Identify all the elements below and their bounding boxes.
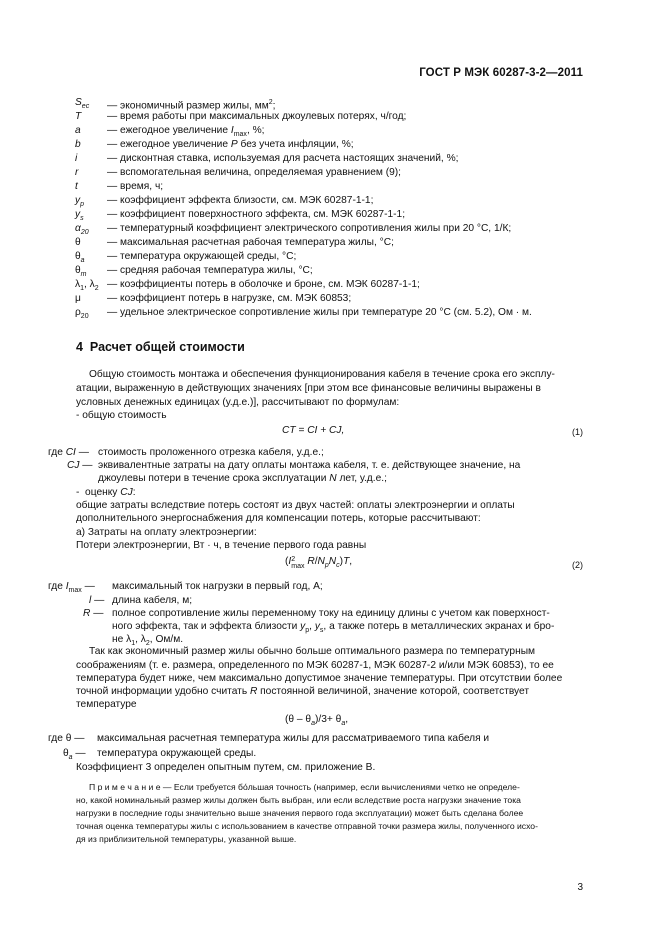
symbol-theta-m: $\theta_m$ [75,265,87,279]
symbol-theta-m-desc: — средняя рабочая температура жилы, °С; [107,265,313,276]
symbol-rho20: $\rho_{20}$ [75,307,89,321]
note-line: нагрузки в последние годы значительно выше значения первого года эксплуатации) может быть сделана более [76,808,524,818]
paragraph-line: условных денежных единицах (у.д.е.)], рассчитывают по формулам: [76,397,400,408]
where-r-line: полное сопротивление жилы переменному току на единицу длины с учетом как поверхност- [112,608,550,619]
symbol-theta-a: $\theta_a$ [75,251,85,265]
where-l-text: длина кабеля, м; [112,595,193,606]
equation-2-number: (2) [572,560,583,570]
symbol-t-cap-desc: — время работы при максимальных джоулевых потерях, ч/год; [107,111,407,122]
symbol-sec: $S_{ec}$ [75,97,90,111]
list-item-a: а) Затраты на оплату электроэнергии: [76,527,257,538]
symbol-yp: $y_p$ [75,195,84,209]
where-theta-text: максимальная расчетная температура жилы для рассматриваемого типа кабеля и [97,733,490,744]
section-heading [76,340,245,354]
paragraph-line: общие затраты вследствие потерь состоят из двух частей: оплаты электроэнергии и оплаты [76,500,515,511]
symbol-i-desc: — дисконтная ставка, используемая для расчета настоящих значений, %; [107,153,459,164]
where-r-symbol: R — [83,608,104,619]
paragraph-line: дополнительного энергоснабжения для компенсации потерь, которые рассчитывают: [76,513,481,524]
where-ci-symbol: где CI — [48,447,89,458]
symbol-theta-desc: — максимальная расчетная рабочая температура жилы, °С; [107,237,394,248]
equation-2: (I 2 max $R/N_pN_c)T$, [285,556,353,570]
equation-1-number: (1) [572,427,583,437]
paragraph-line: температура будет ниже, чем максимально допустимое значение температуры. При отсутствии более [76,673,563,684]
symbol-b: b [75,139,81,150]
list-item-total: - общую стоимость [76,410,167,421]
standard-header: ГОСТ Р МЭК 60287-3-2—2011 [419,67,583,79]
where-l-symbol: l — [89,595,105,606]
paragraph-line: Общую стоимость монтажа и обеспечения функционирования кабеля в течение срока его эксплу- [89,369,555,380]
symbol-a-desc: — ежегодное увеличение $I_{max}$, %; [107,125,265,139]
page-number: 3 [577,882,583,893]
symbol-r-desc: — вспомогательная величина, определяемая уравнением (9); [107,167,401,178]
paragraph-line: Коэффициент 3 определен опытным путем, см. приложение В. [76,762,376,773]
symbol-alpha20-desc: — температурный коэффициент электрического сопротивления жилы при 20 °С, 1/К; [107,223,512,234]
symbol-alpha20: $\alpha_{20}$ [75,223,89,237]
note-line: П р и м е ч а н и е — Если требуется бо́льшая точность (например, если вычислениями четко не определе- [89,782,520,792]
where-r-line: не $\lambda_1$, $\lambda_2$, Ом/м. [112,634,184,648]
list-item-cj: - оценку CJ: [76,487,136,498]
symbol-lambda: $\lambda_1$, $\lambda_2$ [75,279,99,293]
symbol-lambda-desc: — коэффициенты потерь в оболочке и броне, см. МЭК 60287-1-1; [107,279,420,290]
symbol-b-desc: — ежегодное увеличение P без учета инфляции, %; [107,139,354,150]
paragraph-line: Потери электроэнергии, Вт · ч, в течение первого года равны [76,540,367,551]
where-r-line: ного эффекта, так и эффекта близости $y_p$, $y_s$, а также потерь в металлических экранах и бро- [112,621,555,635]
equation-1: CT = CI + CJ, [282,425,345,436]
symbol-ys-desc: — коэффициент поверхностного эффекта, см. МЭК 60287-1-1; [107,209,406,220]
paragraph-line: Так как экономичный размер жилы обычно больше оптимального размера по температурным [89,646,536,657]
symbol-sec-desc: — экономичный размер жилы, $мм^2$; [107,99,276,112]
where-theta-symbol: где θ — [48,733,85,744]
where-theta-a-symbol: $\theta_a$ — [63,748,86,762]
symbol-t-cap: T [75,111,82,122]
symbol-t-desc: — время, ч; [107,181,164,192]
symbol-mu-desc: — коэффициент потерь в нагрузке, см. МЭК 60853; [107,293,352,304]
paragraph-line: атации, выраженную в действующих значениях [при этом все финансовые величины выражены в [76,383,541,394]
section-number: 4 [76,340,83,354]
paragraph-line: соображениям (т. е. размера, определенного по МЭК 60287-1, МЭК 60287-2 и/или МЭК 60853), то ее [76,660,554,671]
symbol-a: a [75,125,81,136]
paragraph-line: точной информации удобно считать R постоянной величиной, значение которой, соответствует [76,686,530,697]
symbol-ys: $y_s$ [75,209,84,223]
note-line: точная оценка температуры жилы с использованием в качестве отправной точки размера жилы, полученного исхо- [76,821,538,831]
where-imax-text: максимальный ток нагрузки в первый год, А; [112,581,323,592]
symbol-r: r [75,167,79,178]
paragraph-line: температуре [76,699,137,710]
note-line: но, какой номинальный размер жилы должен быть выбран, или если вследствие роста нагрузки значение тока [76,795,521,805]
where-imax-symbol: где $I_{max}$ — [48,581,95,595]
symbol-t: t [75,181,78,192]
symbol-theta: θ [75,237,81,248]
note-line: дя из приблизительной температуры, указанной выше. [76,834,297,844]
symbol-yp-desc: — коэффициент эффекта близости, см. МЭК 60287-1-1; [107,195,374,206]
symbol-mu: μ [75,293,81,304]
where-cj-line: эквивалентные затраты на дату оплаты монтажа кабеля, т. е. действующее значение, на [98,460,521,471]
equation-3: $(\theta - \theta_a)/3+ \theta_a$, [285,714,349,728]
where-theta-a-text: температура окружающей среды. [97,748,257,759]
where-cj-symbol: CJ — [67,460,93,471]
section-title: Расчет общей стоимости [89,340,245,354]
where-cj-line: джоулевы потери в течение срока эксплуатации N лет, у.д.е.; [98,473,387,484]
where-ci-text: стоимость проложенного отрезка кабеля, у.д.е.; [98,447,324,458]
symbol-rho20-desc: — удельное электрическое сопротивление жилы при температуре 20 °С (см. 5.2), Ом · м. [107,307,532,318]
symbol-i: i [75,153,78,164]
symbol-theta-a-desc: — температура окружающей среды, °С; [107,251,297,262]
